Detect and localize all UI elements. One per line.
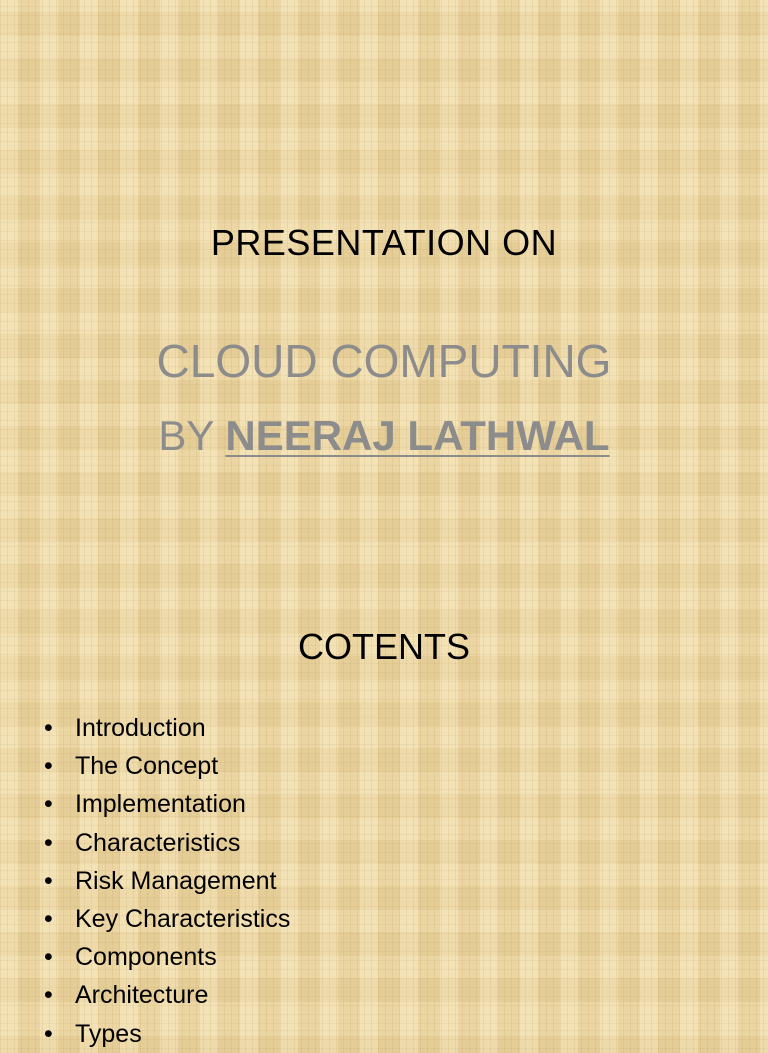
presentation-title: CLOUD COMPUTING bbox=[156, 335, 612, 387]
list-item-label: Types bbox=[75, 1019, 142, 1048]
bullet-icon: • bbox=[44, 943, 53, 972]
list-item-label: Introduction bbox=[75, 714, 206, 742]
list-item bbox=[44, 709, 290, 747]
list-item bbox=[44, 824, 290, 862]
list-item bbox=[44, 938, 290, 976]
bullet-icon: • bbox=[44, 866, 53, 895]
bullet-icon: • bbox=[44, 790, 53, 819]
list-item bbox=[44, 862, 290, 900]
bullet-icon: • bbox=[44, 752, 53, 781]
list-item-label: Architecture bbox=[75, 981, 209, 1010]
presentation-label: PRESENTATION ON bbox=[210, 222, 558, 263]
list-item bbox=[44, 785, 290, 823]
byline-prefix: BY bbox=[158, 412, 226, 459]
contents-slide bbox=[0, 512, 768, 1048]
list-item bbox=[44, 900, 290, 938]
list-item-label: Implementation bbox=[75, 790, 246, 819]
list-item bbox=[44, 976, 290, 1014]
list-item-label: The Concept bbox=[75, 752, 219, 781]
bullet-icon: • bbox=[44, 1019, 53, 1048]
bullet-icon: • bbox=[44, 714, 53, 742]
list-item-label: Risk Management bbox=[75, 866, 277, 895]
list-item bbox=[44, 1015, 290, 1053]
bullet-icon: • bbox=[44, 905, 53, 934]
bullet-icon: • bbox=[44, 981, 53, 1010]
author-name: NEERAJ LATHWAL bbox=[225, 412, 610, 459]
bullet-icon: • bbox=[44, 828, 53, 857]
list-item bbox=[44, 747, 290, 785]
contents-list bbox=[44, 709, 290, 1053]
list-item-label: Key Characteristics bbox=[75, 905, 291, 934]
list-item-label: Characteristics bbox=[75, 828, 241, 857]
byline bbox=[0, 412, 768, 460]
contents-heading: COTENTS bbox=[297, 626, 470, 667]
title-slide bbox=[0, 0, 768, 512]
list-item-label: Components bbox=[75, 943, 217, 972]
